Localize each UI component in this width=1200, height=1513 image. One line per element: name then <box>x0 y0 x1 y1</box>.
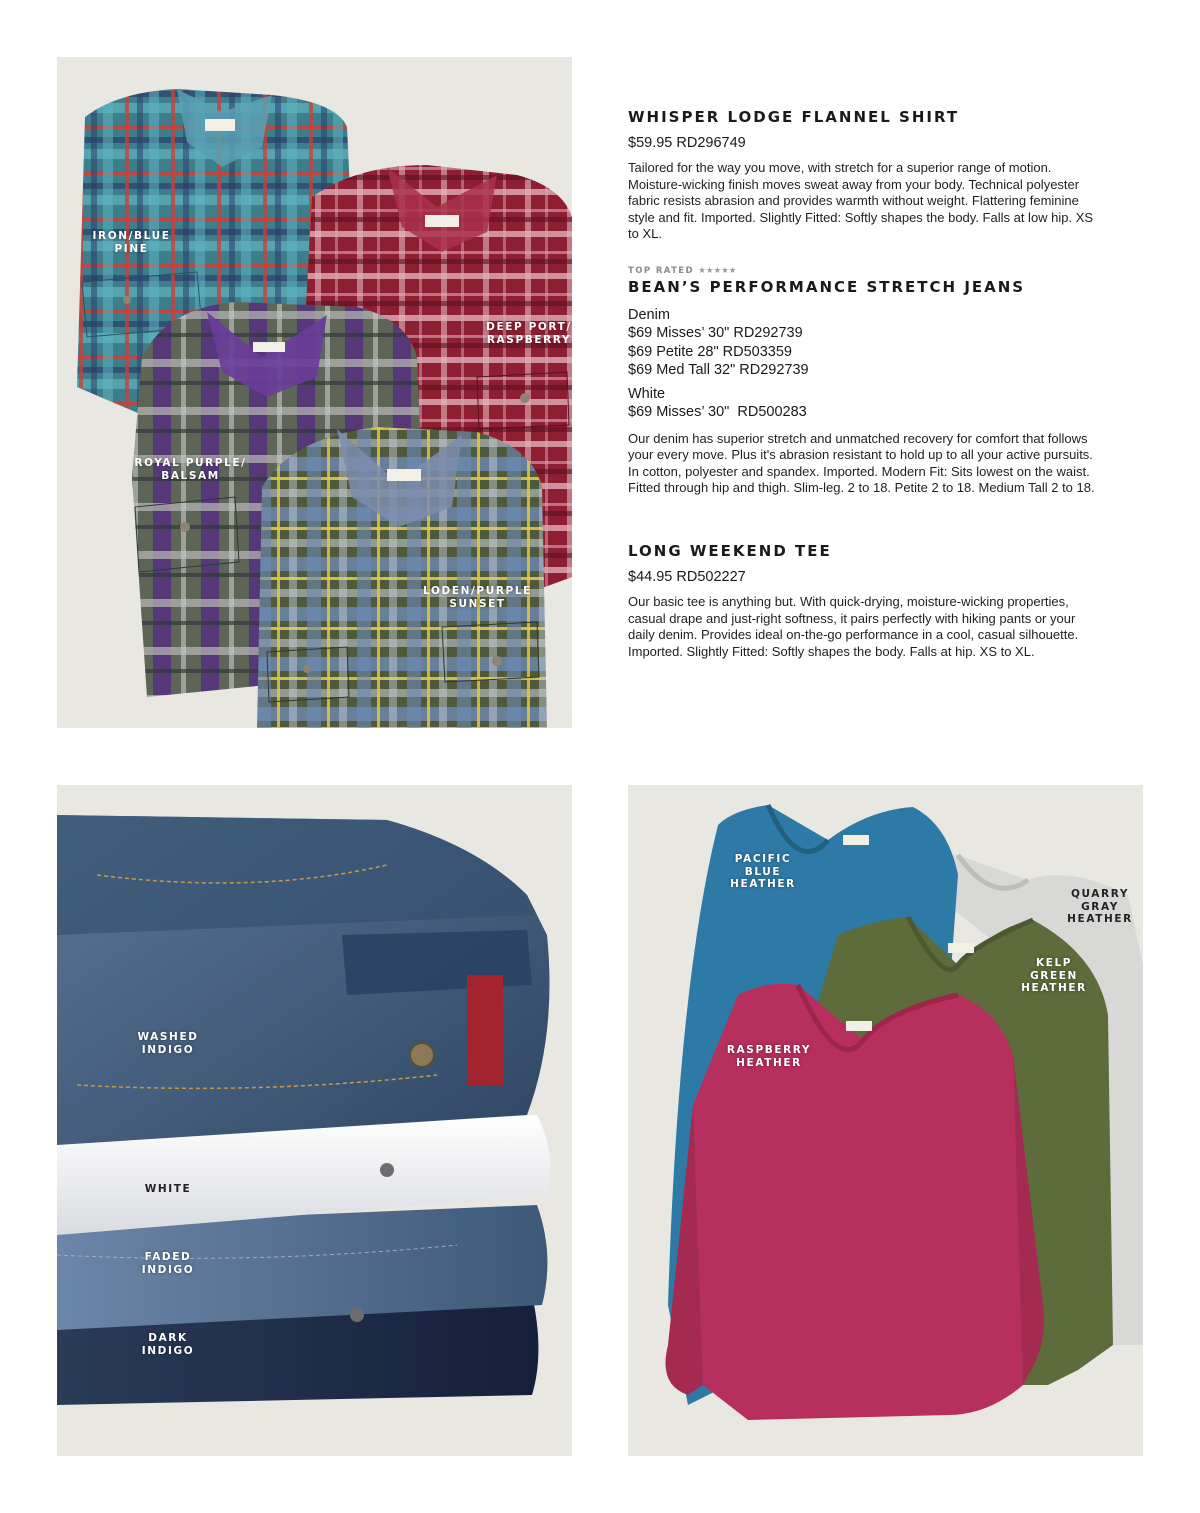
price-item-number: $59.95 RD296749 <box>628 135 746 151</box>
variant-line: $69 Petite 28" RD503359 <box>628 343 792 360</box>
tee-copy <box>628 542 1098 660</box>
top-rated-label: TOP RATED <box>628 266 694 276</box>
color-label-royal-purple-balsam: ROYAL PURPLE/ BALSAM <box>134 457 247 482</box>
product-description: Our basic tee is anything but. With quick-drying, moisture-wicking properties, casual drape and just-right softness, it pairs perfectly with hiking pants or your daily denim. Provides ideal on-the-go performance in a cool, casual silhouette. Imported. Slightly Fitted: Softly shapes the body. Falls at hip. XS to XL. <box>628 594 1079 659</box>
product-title: BEAN’S PERFORMANCE STRETCH JEANS <box>628 278 1026 296</box>
color-label-kelp-green-heather: KELP GREEN HEATHER <box>1021 957 1087 994</box>
variant-line: $69 Misses’ 30" RD500283 <box>628 404 807 421</box>
product-title: WHISPER LODGE FLANNEL SHIRT <box>628 108 960 126</box>
color-label-deep-port-raspberry: DEEP PORT/ RASPBERRY <box>486 321 572 346</box>
product-description: Tailored for the way you move, with stretch for a superior range of motion. Moisture-wicking finish moves sweat away from your body. Technical polyester fabric resists abrasion and provides warmth without weight. Flattering feminine style and fit. Imported. Slightly Fitted: Softly shapes the body. Falls at low hip. XS to XL. <box>628 160 1094 241</box>
color-label-white: WHITE <box>144 1183 192 1195</box>
flannel-shirts-image <box>57 57 572 728</box>
color-label-loden-purple-sunset: LODEN/PURPLE SUNSET <box>423 585 532 610</box>
product-description: Our denim has superior stretch and unmatched recovery for comfort that follows your every move. Plus it's abrasion resistant to hold up to all your active pursuits. In cotton, polyester and spandex. Imported. Modern Fit: Sits lowest on the waist. Fitted through hip and thigh. Slim-leg. 2 to 18. Petite 2 to 18. Medium Tall 2 to 18. <box>628 430 1095 496</box>
tees-stack-image <box>628 785 1143 1456</box>
tees-photo <box>628 785 1143 1456</box>
variant-line: $69 Med Tall 32" RD292739 <box>628 361 809 378</box>
color-label-iron-blue-pine: IRON/BLUE PINE <box>92 230 171 255</box>
price-item-number: $44.95 RD502227 <box>628 569 746 585</box>
flannel-shirts-photo <box>57 57 572 728</box>
color-label-washed-indigo: WASHED INDIGO <box>137 1031 199 1056</box>
color-label-faded-indigo: FADED INDIGO <box>141 1251 195 1276</box>
variant-group-white <box>628 385 1098 422</box>
top-rated-badge <box>628 266 1098 276</box>
color-label-raspberry-heather: RASPBERRY HEATHER <box>726 1044 812 1069</box>
color-label-dark-indigo: DARK INDIGO <box>141 1332 195 1357</box>
jeans-copy <box>628 266 1098 497</box>
variant-line: $69 Misses’ 30" RD292739 <box>628 325 803 342</box>
variant-group-denim <box>628 306 1098 379</box>
variant-group-name: White <box>628 386 666 403</box>
variant-group-name: Denim <box>628 307 670 323</box>
jeans-photo <box>57 785 572 1456</box>
color-label-quarry-gray-heather: QUARRY GRAY HEATHER <box>1067 888 1133 925</box>
product-title: LONG WEEKEND TEE <box>628 542 832 560</box>
color-label-pacific-blue-heather: PACIFIC BLUE HEATHER <box>730 853 796 890</box>
star-rating-icon: ★★★★★ <box>698 266 737 276</box>
flannel-shirt-copy <box>628 108 1098 243</box>
